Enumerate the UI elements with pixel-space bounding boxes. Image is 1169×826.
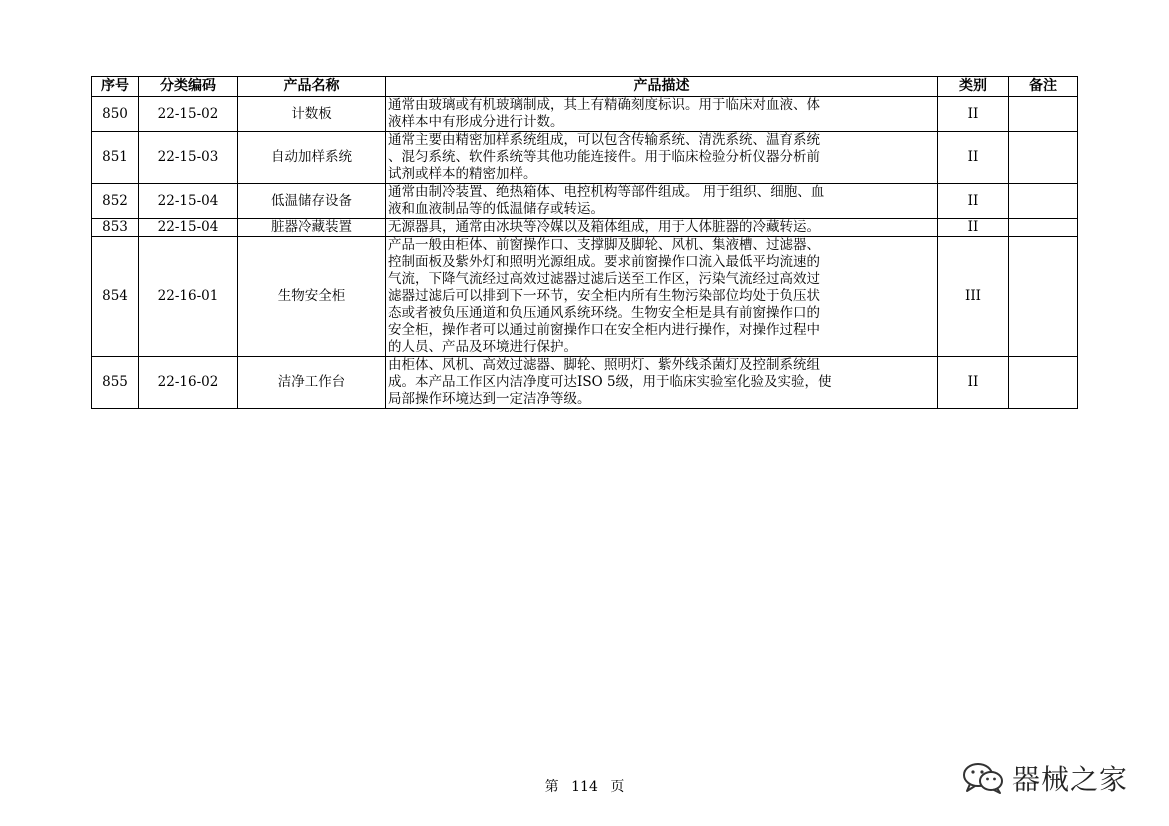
header-code: 分类编码 xyxy=(139,77,238,97)
desc-line: 通常主要由精密加样系统组成，可以包含传输系统、清洗系统、温育系统 xyxy=(388,132,820,148)
row-note xyxy=(1009,132,1078,184)
row-name: 洁净工作台 xyxy=(238,357,386,409)
row-num: 855 xyxy=(92,357,139,409)
desc-line: 的人员、产品及环境进行保护。 xyxy=(388,339,577,355)
watermark-text: 器械之家 xyxy=(1012,763,1129,796)
table-row xyxy=(92,97,1078,132)
desc-line: 由柜体、风机、高效过滤器、脚轮、照明灯、紫外线杀菌灯及控制系统组 xyxy=(388,357,820,373)
table-row xyxy=(92,132,1078,184)
row-note xyxy=(1009,357,1078,409)
header-num: 序号 xyxy=(92,77,139,97)
watermark xyxy=(962,758,1128,798)
desc-line: 局部操作环境达到一定洁净等级。 xyxy=(388,391,591,407)
row-note xyxy=(1009,219,1078,237)
row-name: 计数板 xyxy=(238,97,386,132)
row-name: 脏器冷藏装置 xyxy=(238,219,386,237)
row-class: II xyxy=(938,97,1009,132)
header-note: 备注 xyxy=(1009,77,1078,97)
table-row xyxy=(92,237,1078,357)
desc-line: 滤器过滤后可以排到下一环节，安全柜内所有生物污染部位均处于负压状 xyxy=(388,288,820,304)
row-code: 22-15-03 xyxy=(139,132,238,184)
page-prefix: 第 xyxy=(544,779,559,795)
desc-line: 产品一般由柜体、前窗操作口、支撑脚及脚轮、风机、集液槽、过滤器、 xyxy=(388,237,820,253)
desc-line: 气流，下降气流经过高效过滤器过滤后送至工作区，污染气流经过高效过 xyxy=(388,271,820,287)
row-class: II xyxy=(938,132,1009,184)
desc-line: 控制面板及紫外灯和照明光源组成。要求前窗操作口流入最低平均流速的 xyxy=(388,254,820,270)
row-desc xyxy=(386,357,938,409)
row-code: 22-15-02 xyxy=(139,97,238,132)
row-class: III xyxy=(938,237,1009,357)
desc-line: 安全柜，操作者可以通过前窗操作口在安全柜内进行操作，对操作过程中 xyxy=(388,322,820,338)
desc-line: 、混匀系统、软件系统等其他功能连接件。用于临床检验分析仪器分析前 xyxy=(388,149,820,165)
header-class: 类别 xyxy=(938,77,1009,97)
page-number: 114 xyxy=(571,779,598,795)
table-row xyxy=(92,357,1078,409)
desc-line: 液样本中有形成分进行计数。 xyxy=(388,114,564,130)
row-name: 生物安全柜 xyxy=(238,237,386,357)
table-header-row xyxy=(92,77,1078,97)
header-name: 产品名称 xyxy=(238,77,386,97)
row-class: II xyxy=(938,184,1009,219)
desc-line: 无源器具，通常由冰块等冷媒以及箱体组成，用于人体脏器的冷藏转运。 xyxy=(388,219,820,235)
row-name: 自动加样系统 xyxy=(238,132,386,184)
desc-line: 通常由玻璃或有机玻璃制成，其上有精确刻度标识。用于临床对血液、体 xyxy=(388,97,820,113)
row-desc xyxy=(386,132,938,184)
row-num: 851 xyxy=(92,132,139,184)
row-desc xyxy=(386,97,938,132)
row-class: II xyxy=(938,357,1009,409)
row-desc xyxy=(386,237,938,357)
row-code: 22-15-04 xyxy=(139,219,238,237)
product-catalog-table xyxy=(91,76,1078,409)
row-num: 854 xyxy=(92,237,139,357)
row-code: 22-15-04 xyxy=(139,184,238,219)
row-note xyxy=(1009,184,1078,219)
desc-line: 液和血液制品等的低温储存或转运。 xyxy=(388,201,604,217)
row-desc xyxy=(386,219,938,237)
table-row xyxy=(92,184,1078,219)
row-code: 22-16-01 xyxy=(139,237,238,357)
row-class: II xyxy=(938,219,1009,237)
row-num: 850 xyxy=(92,97,139,132)
row-note xyxy=(1009,237,1078,357)
desc-line: 态或者被负压通道和负压通风系统环绕。生物安全柜是具有前窗操作口的 xyxy=(388,305,820,321)
row-name: 低温储存设备 xyxy=(238,184,386,219)
row-note xyxy=(1009,97,1078,132)
header-desc: 产品描述 xyxy=(386,77,938,97)
desc-line: 通常由制冷装置、绝热箱体、电控机构等部件组成。 用于组织、细胞、血 xyxy=(388,184,825,200)
desc-line: 试剂或样本的精密加样。 xyxy=(388,166,537,182)
row-code: 22-16-02 xyxy=(139,357,238,409)
page-suffix: 页 xyxy=(610,779,625,795)
wechat-icon xyxy=(962,761,1006,795)
table-row xyxy=(92,219,1078,237)
row-num: 852 xyxy=(92,184,139,219)
desc-line: 成。本产品工作区内洁净度可达ISO 5级，用于临床实验室化验及实验，使 xyxy=(388,374,832,390)
row-desc xyxy=(386,184,938,219)
row-num: 853 xyxy=(92,219,139,237)
